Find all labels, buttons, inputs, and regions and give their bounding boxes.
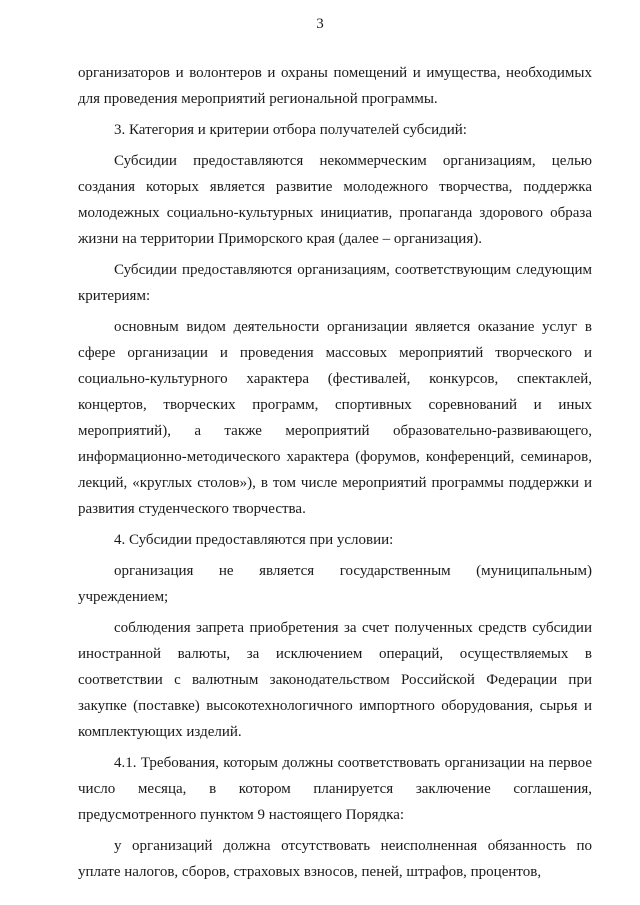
paragraph-subsidy-recipients: Субсидии предоставляются некоммерческим организациям, целью создания которых является развитие молодежного творчества, поддержка молодежных социально-культурных инициатив, пропаганда здорового образа жизни на территории Приморского края (далее – организация). bbox=[78, 153, 592, 247]
paragraph-not-state-institution: организация не является государственным (муниципальным) учреждением; bbox=[78, 563, 592, 605]
document-body bbox=[78, 60, 592, 885]
paragraph-criteria-intro: Субсидии предоставляются организациям, соответствующим следующим критериям: bbox=[78, 262, 592, 304]
paragraph-tax-obligations: у организаций должна отсутствовать неисполненная обязанность по уплате налогов, сборов, страховых взносов, пеней, штрафов, процентов, bbox=[78, 838, 592, 880]
page-number: 3 bbox=[316, 16, 324, 32]
paragraph-main-activity: основным видом деятельности организации является оказание услуг в сфере организации и проведения массовых мероприятий творческого и социально-культурного характера (фестивалей, конкурсов, спектаклей, концертов, творческих программ, спортивных соревнований и иных мероприятий), а также мероприятий образовательно-развивающего, информационно-методического характера (форумов, конференций, семинаров, лекций, «круглых столов»), в том числе мероприятий программы поддержки и развития студенческого творчества. bbox=[78, 319, 592, 517]
paragraph-currency-ban: соблюдения запрета приобретения за счет полученных средств субсидии иностранной валюты, за исключением операций, осуществляемых в соответствии с валютным законодательством Российской Федерации при закупке (поставке) высокотехнологичного импортного оборудования, сырья и комплектующих изделий. bbox=[78, 620, 592, 740]
section-3-heading: 3. Категория и критерии отбора получателей субсидий: bbox=[114, 122, 467, 138]
section-4-heading: 4. Субсидии предоставляются при условии: bbox=[114, 532, 394, 548]
section-4-1-heading: 4.1. Требования, которым должны соответствовать организации на первое число месяца, в котором планируется заключение соглашения, предусмотренного пунктом 9 настоящего Порядка: bbox=[78, 755, 592, 823]
paragraph-continuation: организаторов и волонтеров и охраны помещений и имущества, необходимых для проведения мероприятий региональной программы. bbox=[78, 65, 592, 107]
